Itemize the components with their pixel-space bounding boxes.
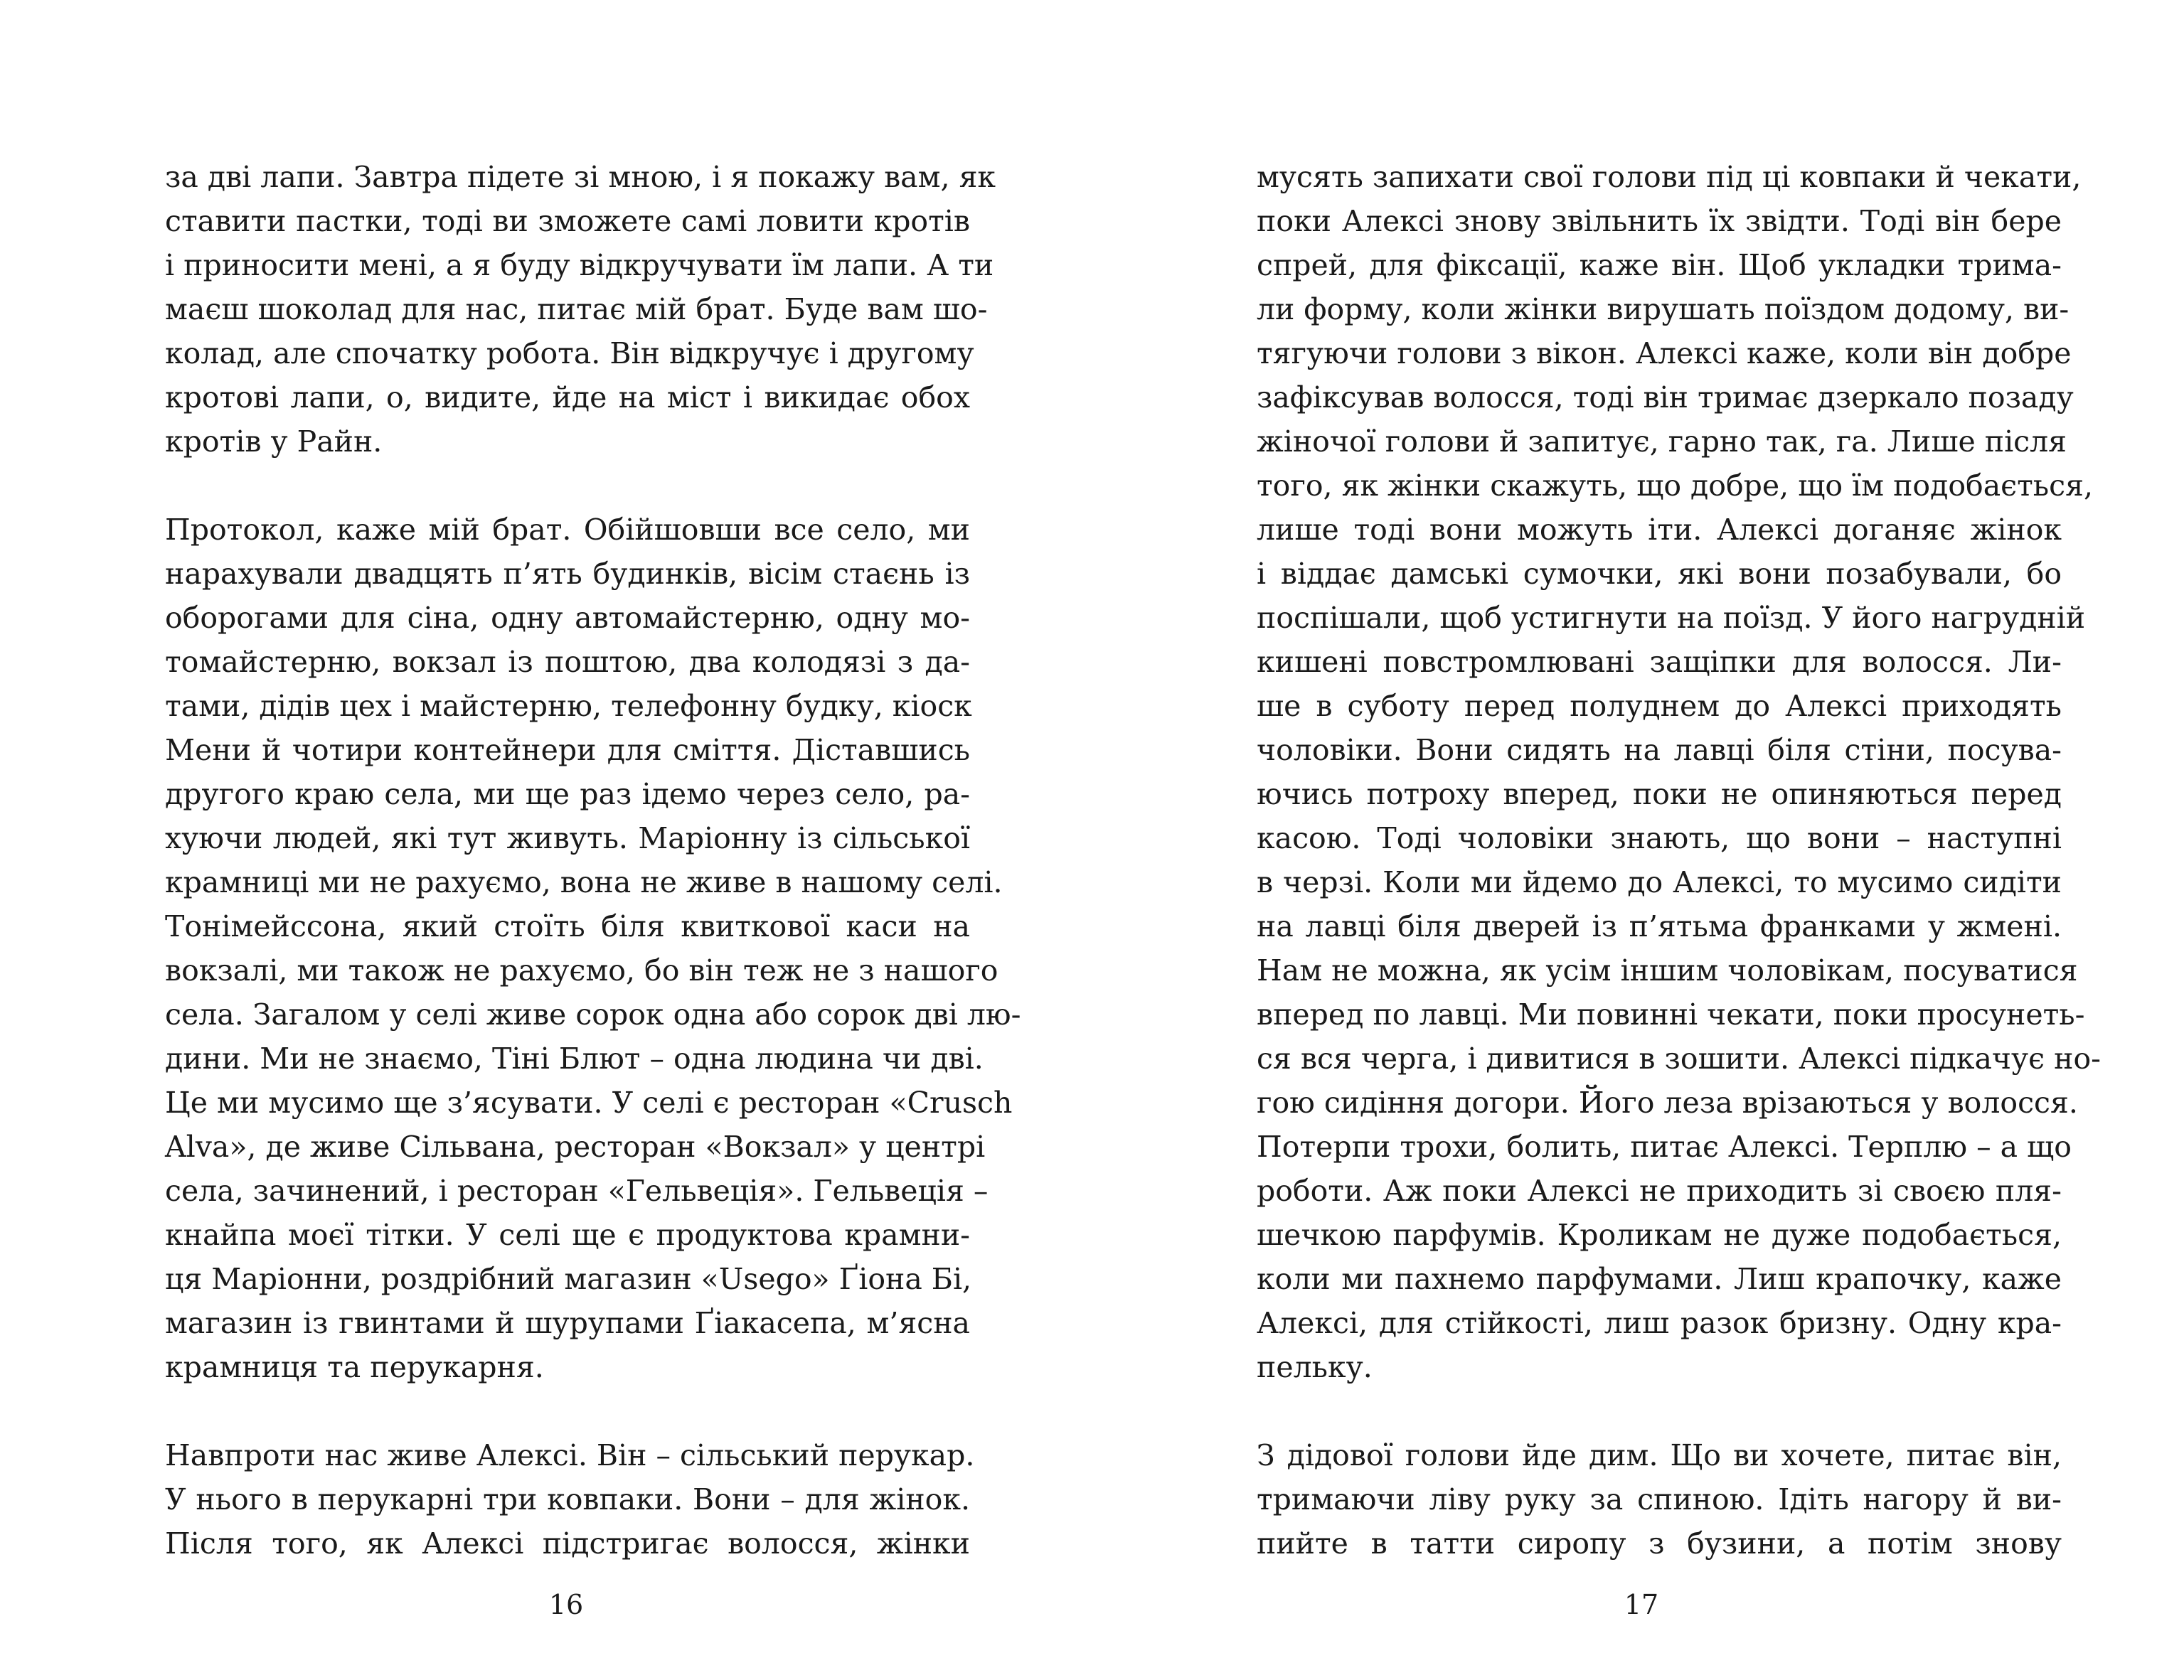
text-line: роботи. Аж поки Алексі не приходить зі своєю пля- <box>1257 1174 2062 1208</box>
paragraph-gap <box>165 464 970 508</box>
text-line: томайстерню, вокзал із поштою, два колодязі з да- <box>165 645 970 679</box>
text-line: села. Загалом у селі живе сорок одна або сорок дві лю- <box>165 997 1021 1032</box>
paragraph <box>1257 1433 2062 1566</box>
page-number-left: 16 <box>548 1589 584 1620</box>
text-line: ся вся черга, і дивитися в зошити. Алексі підкачує но- <box>1257 1042 2102 1076</box>
paragraph <box>165 155 996 464</box>
text-line: і віддає дамські сумочки, які вони позабували, бо <box>1257 557 2062 591</box>
left-page-text <box>165 155 1021 1566</box>
text-line: вперед по лавці. Ми повинні чекати, поки просунеть- <box>1257 997 2085 1032</box>
text-line: З дідової голови йде дим. Що ви хочете, питає він, <box>1257 1438 2062 1472</box>
text-line: ючись потроху вперед, поки не опиняються перед <box>1257 777 2062 811</box>
paragraph-gap <box>1257 1389 2062 1433</box>
text-line: маєш шоколад для нас, питає мій брат. Буде вам шо- <box>165 292 988 326</box>
text-line: ставити пастки, тоді ви зможете самі ловити кротів <box>165 204 970 238</box>
text-line: крамниця та перукарня. <box>165 1350 544 1384</box>
text-line: кротові лапи, о, видите, йде на міст і викидає обох <box>165 380 970 414</box>
text-line: жіночої голови й запитує, гарно так, га. Лише після <box>1257 424 2067 459</box>
text-line: Alva», де живе Сільвана, ресторан «Вокзал» у центрі <box>165 1130 986 1164</box>
text-line: лише тоді вони можуть іти. Алексі доганяє жінок <box>1257 513 2062 547</box>
text-line: Мени й чотири контейнери для сміття. Діставшись <box>165 733 970 767</box>
text-line: мусять запихати свої голови під ці ковпаки й чекати, <box>1257 160 2082 194</box>
text-line: чоловіки. Вони сидять на лавці біля стіни, посува- <box>1257 733 2062 767</box>
paragraph <box>165 1433 975 1566</box>
text-line: кишені повстромлювані защіпки для волосся. Ли- <box>1257 645 2062 679</box>
text-line: колад, але спочатку робота. Він відкручує і другому <box>165 336 974 370</box>
text-line: тягуючи голови з вікон. Алексі каже, коли він добре <box>1257 336 2072 370</box>
text-line: зафіксував волосся, тоді він тримає дзеркало позаду <box>1257 380 2074 414</box>
text-line: другого краю села, ми ще раз ідемо через село, ра- <box>165 777 970 811</box>
text-line: хуючи людей, які тут живуть. Маріонну із сільської <box>165 821 970 855</box>
text-line: спрей, для фіксації, каже він. Щоб укладки трима- <box>1257 248 2062 282</box>
text-line: Це ми мусимо ще з’ясувати. У селі є ресторан «Crusch <box>165 1086 1013 1120</box>
text-line: Протокол, каже мій брат. Обійшовши все село, ми <box>165 513 970 547</box>
text-line: ше в суботу перед полуднем до Алексі приходять <box>1257 689 2062 723</box>
text-line: пийте в татти сиропу з бузини, а потім знову <box>1257 1526 2062 1561</box>
paragraph <box>1257 155 2102 1389</box>
right-page-text <box>1257 155 2102 1566</box>
right-page <box>1092 0 2184 1680</box>
paragraph-gap <box>165 1389 970 1433</box>
text-line: ця Маріонни, роздрібний магазин «Usego» Ґіона Бі, <box>165 1262 972 1296</box>
text-line: нарахували двадцять п’ять будинків, вісім стаєнь із <box>165 557 970 591</box>
text-line: і приносити мені, а я буду відкручувати їм лапи. А ти <box>165 248 994 282</box>
text-line: ли форму, коли жінки вирушать поїздом додому, ви- <box>1257 292 2070 326</box>
text-line: поспішали, щоб устигнути на поїзд. У його нагрудній <box>1257 601 2086 635</box>
text-line: Навпроти нас живе Алексі. Він – сільський перукар. <box>165 1438 975 1472</box>
text-line: шечкою парфумів. Кроликам не дуже подобається, <box>1257 1218 2062 1252</box>
text-line: тримаючи ліву руку за спиною. Ідіть нагору й ви- <box>1257 1482 2062 1516</box>
text-line: гою сидіння догори. Його леза врізаються у волосся. <box>1257 1086 2078 1120</box>
text-line: касою. Тоді чоловіки знають, що вони – наступні <box>1257 821 2062 855</box>
text-line: Потерпи трохи, болить, питає Алексі. Терплю – а що <box>1257 1130 2072 1164</box>
text-line: Нам не можна, як усім іншим чоловікам, посуватися <box>1257 953 2078 988</box>
text-line: на лавці біля дверей із п’ятьма франками у жмені. <box>1257 909 2062 943</box>
text-line: Тонімейссона, який стоїть біля квиткової каси на <box>165 909 970 943</box>
text-line: Після того, як Алексі підстригає волосся, жінки <box>165 1526 970 1561</box>
text-line: крамниці ми не рахуємо, вона не живе в нашому селі. <box>165 865 1003 899</box>
text-line: села, зачинений, і ресторан «Гельвеція». Гельвеція – <box>165 1174 989 1208</box>
text-line: за дві лапи. Завтра підете зі мною, і я покажу вам, як <box>165 160 996 194</box>
text-line: вокзалі, ми також не рахуємо, бо він теж не з нашого <box>165 953 998 988</box>
text-line: тами, дідів цех і майстерню, телефонну будку, кіоск <box>165 689 972 723</box>
text-line: поки Алексі знову звільнить їх звідти. Тоді він бере <box>1257 204 2062 238</box>
text-line: дини. Ми не знаємо, Тіні Блют – одна людина чи дві. <box>165 1042 984 1076</box>
page-number-right: 17 <box>1624 1589 1659 1620</box>
text-line: коли ми пахнемо парфумами. Лиш крапочку, каже <box>1257 1262 2062 1296</box>
text-line: того, як жінки скажуть, що добре, що їм подобається, <box>1257 469 2093 503</box>
text-line: магазин із гвинтами й шурупами Ґіакасепа, м’ясна <box>165 1306 970 1340</box>
text-line: пельку. <box>1257 1350 1373 1384</box>
text-line: оборогами для сіна, одну автомайстерню, одну мо- <box>165 601 970 635</box>
paragraph <box>165 508 1021 1389</box>
text-line: Алексі, для стійкості, лиш разок бризну. Одну кра- <box>1257 1306 2062 1340</box>
text-line: в черзі. Коли ми йдемо до Алексі, то мусимо сидіти <box>1257 865 2062 899</box>
text-line: У нього в перукарні три ковпаки. Вони – для жінок. <box>165 1482 970 1516</box>
text-line: кротів у Райн. <box>165 424 383 459</box>
text-line: кнайпа моєї тітки. У селі ще є продуктова крамни- <box>165 1218 970 1252</box>
